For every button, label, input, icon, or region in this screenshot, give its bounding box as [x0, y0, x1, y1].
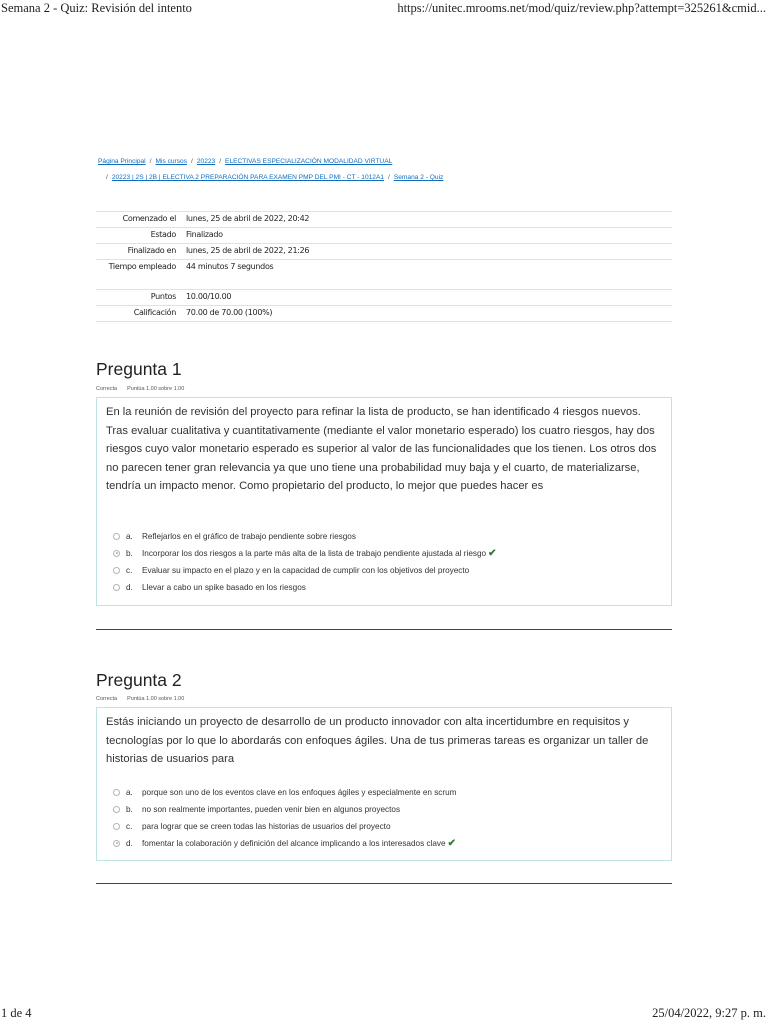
summary-row: [96, 290, 672, 306]
summary-value: lunes, 25 de abril de 2022, 21:26: [180, 244, 672, 260]
breadcrumb-term[interactable]: 20223: [196, 158, 216, 165]
question-1-status: Correcta: [96, 386, 118, 392]
breadcrumb-home[interactable]: Página Principal: [98, 158, 146, 165]
summary-row: [96, 260, 672, 290]
breadcrumb-course[interactable]: 20223 | 2S | 2B | ELECTIVA 2 PREPARACIÓN PARA EXAMEN PMP DEL PMI - CT - 1012A1: [111, 174, 385, 181]
print-page-number: 1 de 4: [1, 1006, 32, 1020]
question-1-box: En la reunión de revisión del proyecto para refinar la lista de producto, se han identificado 4 riesgos nuevos. Tras evaluar cualitativa y cuantitativamente (mediante el valor monetario esperado) los cuatro riesgos, hay dos riesgos cuyo valor monetario esperado es superior al valor de las funcionalidades que los tienen. Los otros dos no parecen tener gran relevancia ya que uno tiene una probabilidad muy baja y el cuarto, de materializarse, tendría un impacto menor. Como propietario del producto, lo mejor que puedes hacer es a. Reflejarlos en el gráfico de trabajo pendiente sobre riesgos b. Incorporar los dos riesgos a la parte más alta de la lista de trabajo pendiente ajustada al riesgo ✔ c. Evaluar su impacto en el plazo y en la capacidad de cumplir con los objetivos del proyecto d. Llevar a cabo un spike basado en los riesgos: [96, 397, 672, 606]
print-header: [0, 0, 768, 18]
summary-row: [96, 244, 672, 260]
question-2-meta: [96, 696, 194, 702]
breadcrumb-my-courses[interactable]: Mis cursos: [155, 158, 188, 165]
question-divider: [96, 629, 672, 630]
question-2-title: Pregunta 2: [96, 670, 182, 690]
radio-icon[interactable]: [113, 823, 120, 830]
radio-icon[interactable]: [113, 533, 120, 540]
question-2-status: Correcta: [96, 696, 118, 702]
radio-icon[interactable]: [113, 806, 120, 813]
question-divider: [96, 883, 672, 884]
summary-label: Puntos: [96, 290, 180, 306]
print-page-title: Semana 2 - Quiz: Revisión del intento: [1, 1, 192, 15]
summary-label: Finalizado en: [96, 244, 180, 260]
summary-value: 44 minutos 7 segundos: [180, 260, 672, 290]
breadcrumb: Página Principal / Mis cursos / 20223 / ELECTIVAS ESPECIALIZACIÓN MODALIDAD VIRTUAL / 20223 | 2S | 2B | ELECTIVA 2 PREPARACIÓN PARA EXAMEN PMP DEL PMI - CT - 1012A1 / Semana 2 - Quiz: [98, 158, 444, 181]
question-2-text: Estás iniciando un proyecto de desarrollo de un producto innovador con alta incertidumbre en requisitos y tecnologías por lo que lo abordarás con enfoques ágiles. Una de tus primeras tareas es organizar un taller de historias de usuarios para: [106, 716, 649, 766]
summary-label: Tiempo empleado: [96, 260, 180, 290]
check-icon: ✔: [488, 548, 497, 559]
question-1-score: Puntúa 1.00 sobre 1.00: [127, 386, 185, 392]
question-1-meta: [96, 386, 194, 392]
check-icon: ✔: [447, 838, 456, 849]
question-1-text: En la reunión de revisión del proyecto para refinar la lista de producto, se han identificado 4 riesgos nuevos. Tras evaluar cualitativa y cuantitativamente (mediante el valor monetario esperado) los cuatro riesgos, hay dos riesgos cuyo valor monetario esperado es superior al valor de las funcionalidades que los tienen. Los otros dos no parecen tener gran relevancia ya que uno tiene una probabilidad muy baja y el cuarto, de materializarse, tendría un impacto menor. Como propietario del producto, lo mejor que puedes hacer es: [106, 406, 657, 493]
print-datetime: 25/04/2022, 9:27 p. m.: [652, 1006, 766, 1020]
question-1-title: Pregunta 1: [96, 359, 182, 379]
question-2-score: Puntúa 1.00 sobre 1.00: [127, 696, 185, 702]
summary-row: [96, 228, 672, 244]
summary-value: 10.00/10.00: [180, 290, 672, 306]
summary-row: [96, 212, 672, 228]
radio-icon[interactable]: [113, 840, 120, 847]
attempt-summary-table: [96, 211, 672, 322]
summary-value: 70.00 de 70.00 (100%): [180, 306, 672, 322]
breadcrumb-quiz[interactable]: Semana 2 - Quiz: [393, 174, 444, 181]
radio-icon[interactable]: [113, 584, 120, 591]
radio-icon[interactable]: [113, 567, 120, 574]
radio-icon[interactable]: [113, 789, 120, 796]
radio-icon[interactable]: [113, 550, 120, 557]
summary-label: Comenzado el: [96, 212, 180, 228]
summary-value: lunes, 25 de abril de 2022, 20:42: [180, 212, 672, 228]
summary-label: Calificación: [96, 306, 180, 322]
breadcrumb-category[interactable]: ELECTIVAS ESPECIALIZACIÓN MODALIDAD VIRTUAL: [225, 158, 393, 165]
summary-value: Finalizado: [180, 228, 672, 244]
print-footer: [0, 1004, 768, 1024]
summary-label: Estado: [96, 228, 180, 244]
summary-row: [96, 306, 672, 322]
print-page-url: https://unitec.mrooms.net/mod/quiz/review.php?attempt=325261&cmid...: [397, 1, 766, 15]
question-2-box: Estás iniciando un proyecto de desarrollo de un producto innovador con alta incertidumbre en requisitos y tecnologías por lo que lo abordarás con enfoques ágiles. Una de tus primeras tareas es organizar un taller de historias de usuarios para a. porque son uno de los eventos clave en los enfoques ágiles y especialmente en scrum b. no son realmente importantes, pueden venir bien en algunos proyectos c. para lograr que se creen todas las historias de usuarios del proyecto d. fomentar la colaboración y definición del alcance implicando a los interesados clave ✔: [96, 707, 672, 861]
